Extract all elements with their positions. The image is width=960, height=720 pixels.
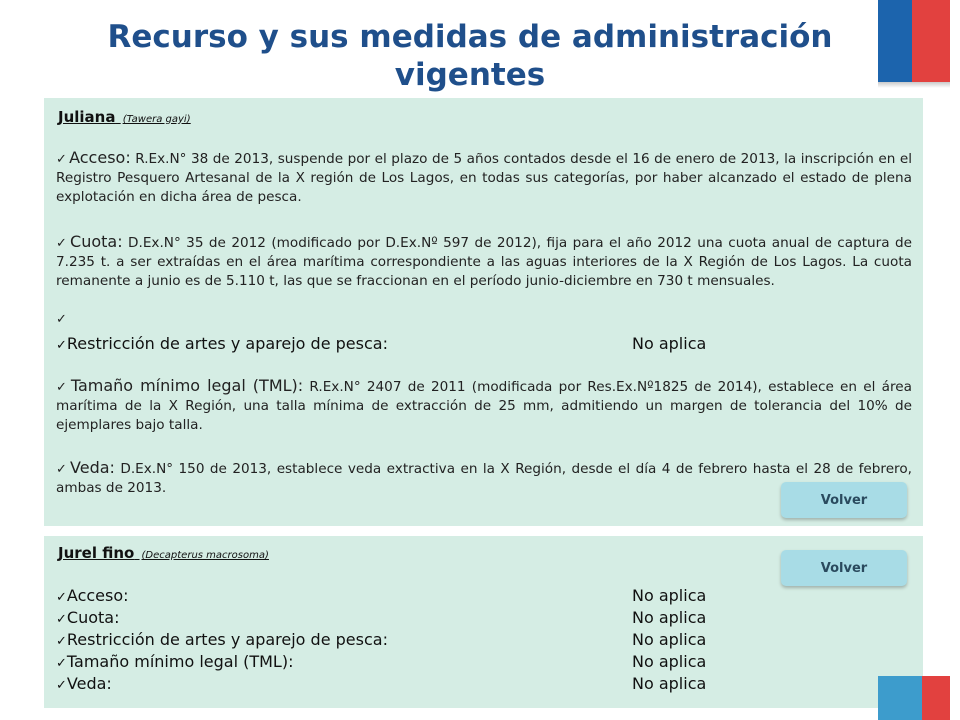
check-icon: ✓ [56, 612, 67, 627]
item-text: R.Ex.N° 2407 de 2011 (modificada por Res.Ex.Nº1825 de 2014), establece en el área marítima de la X Región, una talla mínima de extracción de 25 mm, admitiendo un margen de tolerancia del 10% de ejemplares bajo talla. [56, 379, 912, 433]
item-text: D.Ex.N° 35 de 2012 (modificado por D.Ex.Nº 597 de 2012), fija para el año 2012 una cuota anual de captura de 7.235 t. a ser extraídas en el área marítima correspondiente a las aguas interiores de la X Región de Los Lagos. La cuota remanente a junio es de 5.110 t, las que se fraccionan en el período junio-diciembre en 730 t mensuales. [56, 235, 912, 289]
chile-flag-corner [878, 676, 950, 720]
item-text: D.Ex.N° 150 de 2013, establece veda extractiva en la X Región, desde el día 4 de febrero hasta el 28 de febrero, ambas de 2013. [56, 461, 912, 496]
item-text: R.Ex.N° 38 de 2013, suspende por el plazo de 5 años contados desde el 16 de enero de 2013, la inscripción en el Registro Pesquero Artesanal de la X región de Los Lagos, en todas sus categorías, por haber alcanzado el estado de plena explotación en dicha área de pesca. [56, 151, 912, 205]
item-label: Veda: [70, 458, 115, 477]
cuota-row [56, 608, 707, 630]
check-icon: ✓ [56, 462, 69, 477]
row-label: Tamaño mínimo legal (TML): [66, 652, 294, 671]
row-label: Restricción de artes y aparejo de pesca: [66, 630, 388, 649]
row-value: No aplica [632, 652, 707, 671]
veda-row [56, 674, 707, 696]
check-icon: ✓ [56, 338, 67, 353]
species-name: Jurel fino [58, 544, 135, 562]
item-label: Cuota: [70, 232, 123, 251]
check-icon: ✓ [56, 634, 67, 649]
restriccion-item [56, 334, 707, 356]
species-title [58, 544, 269, 562]
restriccion-row [56, 630, 707, 652]
species-name: Juliana [58, 108, 116, 126]
acceso-row [56, 586, 707, 608]
item-value: No aplica [632, 334, 707, 353]
volver-button[interactable]: Volver [781, 550, 907, 586]
item-label: Restricción de artes y aparejo de pesca: [66, 334, 388, 353]
row-value: No aplica [632, 586, 707, 605]
row-label: Veda: [66, 674, 112, 693]
check-icon: ✓ [56, 380, 69, 395]
item-label: Acceso: [69, 148, 131, 167]
check-icon: ✓ [56, 312, 67, 327]
check-icon: ✓ [56, 678, 67, 693]
check-icon: ✓ [56, 236, 69, 251]
item-label: Tamaño mínimo legal (TML): [70, 376, 304, 395]
scientific-name: (Decapterus macrosoma) [141, 550, 269, 561]
jurel-panel [44, 536, 923, 708]
row-value: No aplica [632, 608, 707, 627]
row-value: No aplica [632, 630, 707, 649]
volver-button[interactable]: Volver [781, 482, 907, 518]
scientific-name: (Tawera gayi) [122, 114, 191, 125]
row-label: Acceso: [66, 586, 129, 605]
cuota-item [56, 232, 912, 291]
chile-flag-logo [878, 0, 950, 82]
row-label: Cuota: [66, 608, 120, 627]
check-icon: ✓ [56, 656, 67, 671]
check-icon: ✓ [56, 152, 68, 167]
empty-check-item [56, 310, 912, 329]
tml-row [56, 652, 707, 674]
species-title [58, 108, 191, 126]
juliana-panel [44, 98, 923, 526]
acceso-item [56, 148, 912, 207]
page-title: Recurso y sus medidas de administración vigentes [107, 19, 833, 93]
tml-item [56, 376, 912, 435]
row-value: No aplica [632, 674, 707, 693]
check-icon: ✓ [56, 590, 67, 605]
